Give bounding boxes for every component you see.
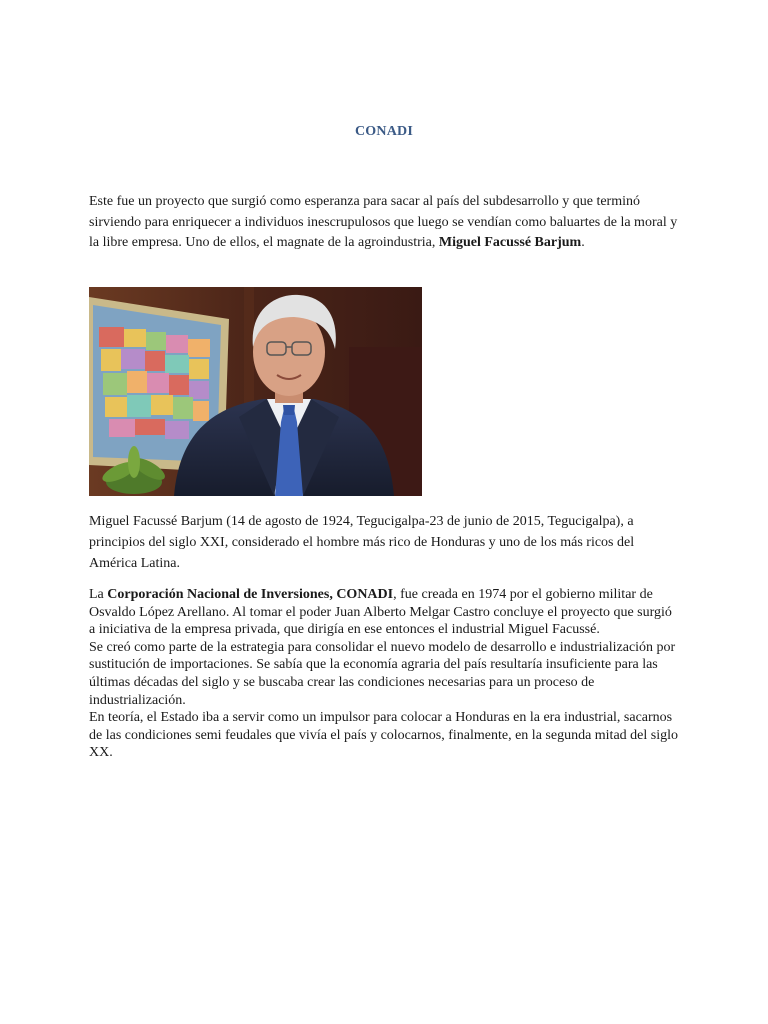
portrait-illustration [89,287,422,496]
lead-rest: , fue creada en 1974 por el gobierno militar de Osvaldo López Arellano. Al tomar el poder Juan Alberto Melgar Castro concluye el proyecto que surgió a iniciativa de la empresa privada, que dirigía en ese entonces el industrial Miguel Facussé. [89,587,672,638]
intro-paragraph [89,192,681,254]
intro-tail: . [581,235,585,251]
page-title: CONADI [355,124,413,139]
body-paragraph-3: En teoría, el Estado iba a servir como un impulsor para colocar a Honduras en la era industrial, sacarnos de las condiciones semi feudales que vivía el país y colocarnos, finalmente, en la segunda mitad del siglo XX. [89,710,678,761]
lead-prefix: La [89,587,108,602]
intro-text: Este fue un proyecto que surgió como esperanza para sacar al país del subdesarrollo y que terminó sirviendo para enriquecer a individuos inescrupulosos que luego se vendían como baluartes de la moral y la libre empresa. Uno de ellos, el magnate de la agroindustria, [89,194,678,251]
lead-bold: Corporación Nacional de Inversiones, CONADI [107,587,394,602]
body-paragraph-1 [89,586,681,639]
photo-caption: Miguel Facussé Barjum (14 de agosto de 1924, Tegucigalpa-23 de junio de 2015, Tegucigalpa), a principios del siglo XXI, considerado el hombre más rico de Honduras y uno de los más ricos del América Latina. [89,514,635,571]
body-paragraph-2: Se creó como parte de la estrategia para consolidar el nuevo modelo de desarrollo e industrialización por sustitución de importaciones. Se sabía que la economía agraria del país resultaría insuficiente para las últimas décadas del siglo y se buscaba crear las condiciones necesarias para un proceso de industrialización. [89,639,676,708]
portrait-photo [89,287,422,496]
intro-bold-name: Miguel Facussé Barjum [438,235,582,251]
body-text [89,586,681,762]
